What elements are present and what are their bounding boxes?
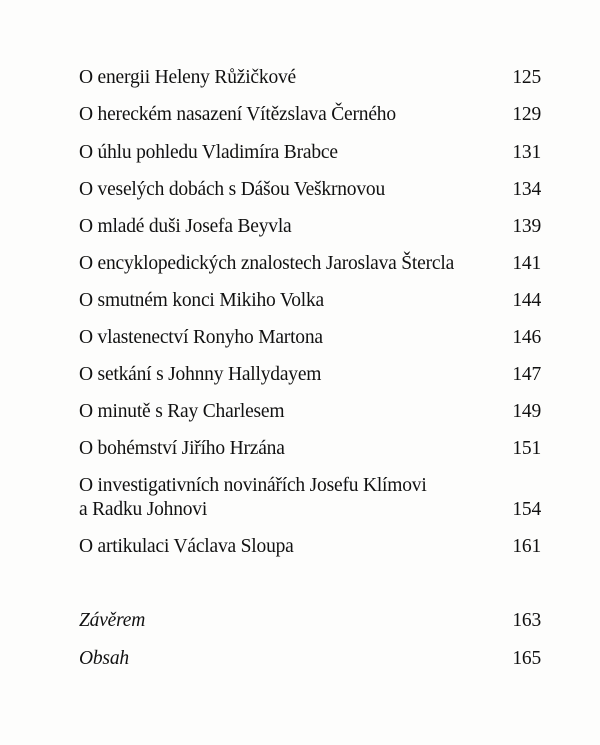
toc-entry-title: O minutě s Ray Charlesem: [79, 401, 285, 422]
toc-entry-title: O encyklopedických znalostech Jaroslava Štercla: [79, 253, 455, 274]
toc-entry: [79, 252, 541, 276]
toc-entry-page: 146: [512, 327, 541, 348]
toc-closing-entry: [79, 609, 541, 633]
toc-entry-page: 139: [512, 216, 541, 237]
toc-entry: [79, 437, 541, 461]
toc-entry: [79, 103, 541, 127]
toc-entry-title: O veselých dobách s Dášou Veškrnovou: [79, 179, 386, 200]
toc-entry-page: 151: [512, 438, 541, 459]
toc-entry-page: 144: [512, 290, 541, 311]
toc-entry: [79, 141, 541, 165]
toc-entry-page: 125: [512, 67, 541, 88]
toc-entry-title: O artikulaci Václava Sloupa: [79, 536, 294, 557]
toc-entry-title-line: a Radku Johnovi: [79, 499, 208, 520]
toc-entry: [79, 289, 541, 313]
toc-entry-page: 131: [512, 142, 541, 163]
toc-entry-page: 161: [512, 536, 541, 557]
toc-entry-title: O bohémství Jiřího Hrzána: [79, 438, 285, 459]
toc-entry: [79, 363, 541, 387]
toc-entry-title: Obsah: [79, 648, 129, 669]
toc-entry-page: 147: [512, 364, 541, 385]
toc-entry: [79, 215, 541, 239]
toc-entry: [79, 326, 541, 350]
toc-entry-title: O setkání s Johnny Hallydayem: [79, 364, 322, 385]
toc-entry-page: 129: [512, 104, 541, 125]
toc-entry-title: O mladé duši Josefa Beyvla: [79, 216, 292, 237]
toc-entry-title: O hereckém nasazení Vítězslava Černého: [79, 104, 396, 125]
toc-entry-multiline: [79, 474, 541, 522]
toc-entry-title: O smutném konci Mikiho Volka: [79, 290, 325, 311]
toc-entry-title: Závěrem: [79, 610, 146, 631]
toc-entry-page: 141: [512, 253, 541, 274]
toc-entry-page: 149: [512, 401, 541, 422]
toc-entry-page: 163: [512, 610, 541, 631]
toc-entry: [79, 400, 541, 424]
toc-entry-page: 134: [512, 179, 541, 200]
toc-entry-page: 165: [512, 648, 541, 669]
toc-entry-title: O úhlu pohledu Vladimíra Brabce: [79, 142, 338, 163]
toc-closing-entry: [79, 647, 541, 671]
toc-entry-title: [79, 474, 427, 522]
toc-entry-title: O energii Heleny Růžičkové: [79, 67, 296, 88]
toc-entry-title: O vlastenectví Ronyho Martona: [79, 327, 323, 348]
toc-entry: [79, 178, 541, 202]
toc-entry-page: 154: [512, 499, 541, 520]
toc-entry: [79, 535, 541, 559]
toc-entry: [79, 66, 541, 90]
toc-entry-title-line: O investigativních novinářích Josefu Klímovi: [79, 475, 427, 496]
